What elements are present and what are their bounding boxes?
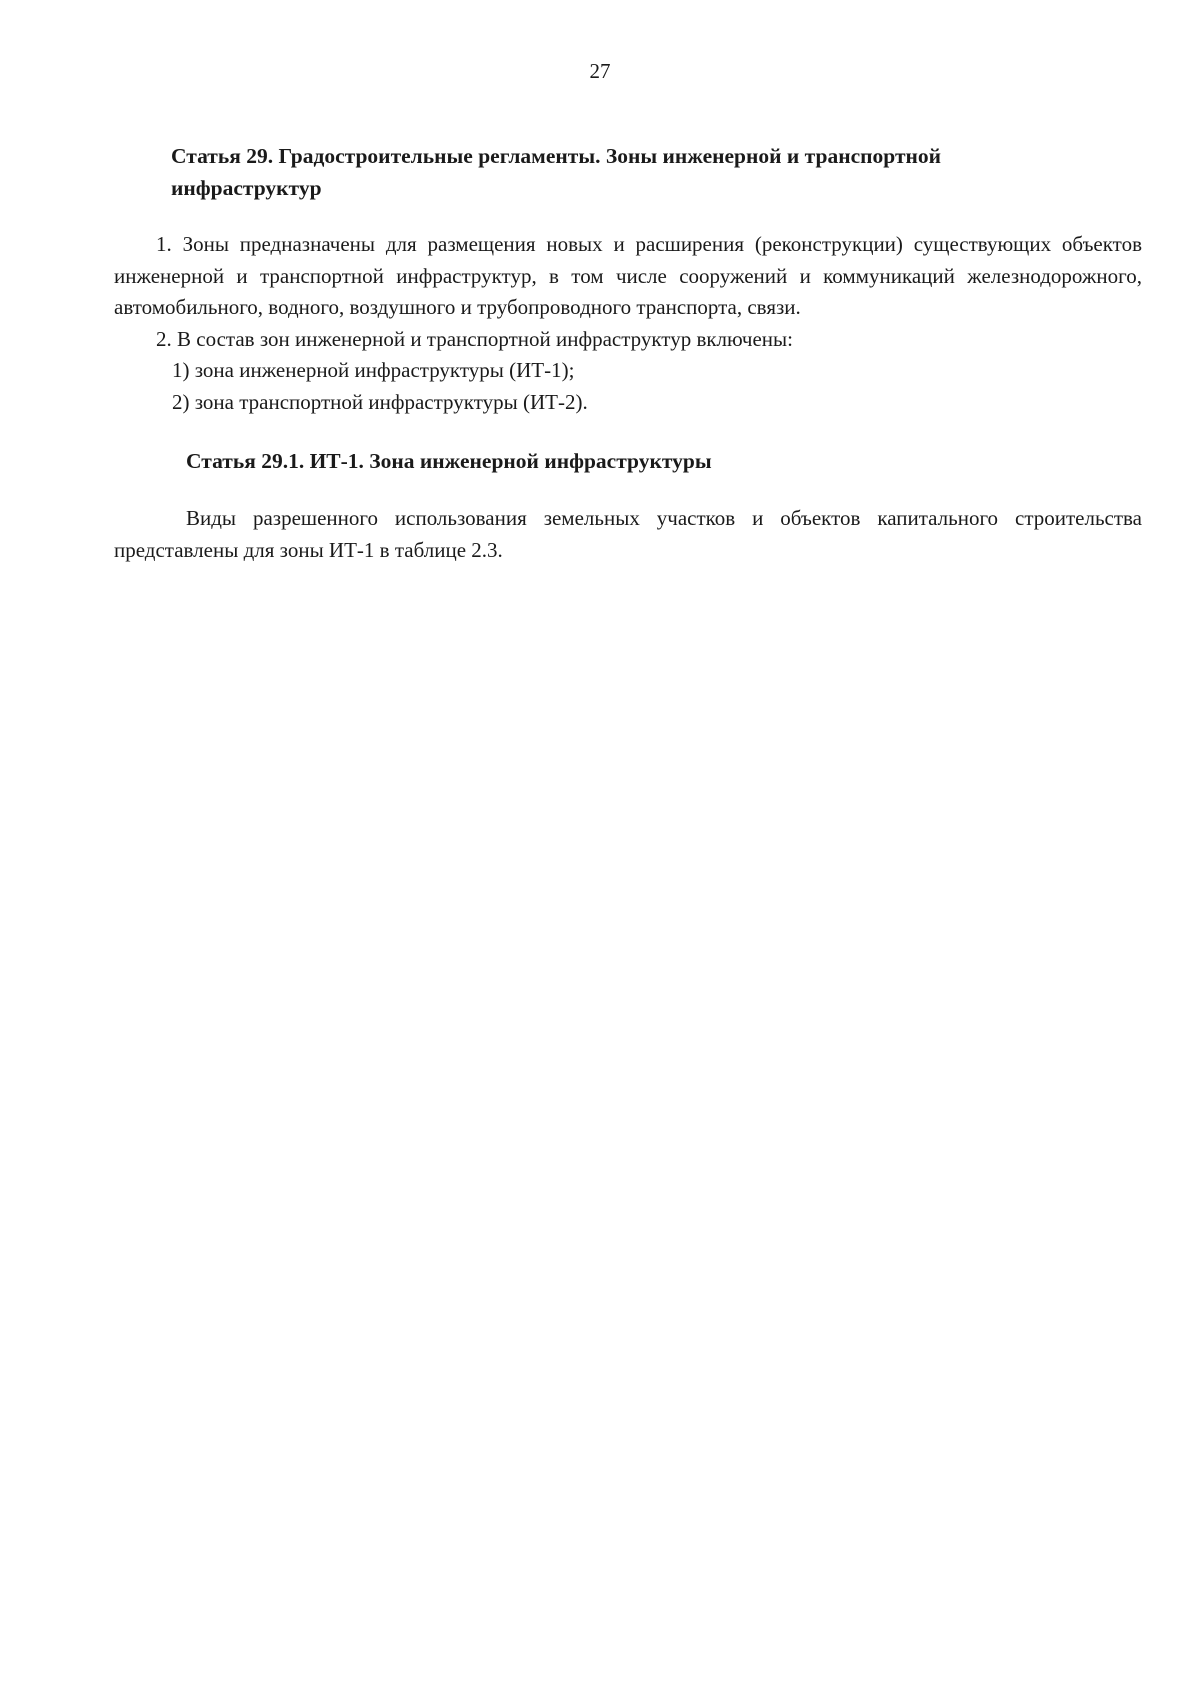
article-29-1-body [114, 503, 1142, 566]
article-29-1-title: Статья 29.1. ИТ-1. Зона инженерной инфраструктуры [186, 449, 712, 473]
list-item-it-1: 1) зона инженерной инфраструктуры (ИТ-1); [172, 358, 575, 382]
article-29-1-paragraph: Виды разрешенного использования земельных участков и объектов капитального строительства представлены для зоны ИТ-1 в таблице 2.3. [114, 506, 1142, 562]
article-29-body [114, 229, 1142, 418]
article-29-title: Статья 29. Градостроительные регламенты. Зоны инженерной и транспортной инфраструктур [171, 144, 942, 200]
page-number: 27 [589, 59, 611, 83]
article-29-paragraph-2: 2. В состав зон инженерной и транспортной инфраструктур включены: [156, 326, 793, 351]
article-29-paragraph-1: 1. Зоны предназначены для размещения новых и расширения (реконструкции) существующих объектов инженерной и транспортной инфраструктур, в том числе сооружений и коммуникаций железнодорожного, автомобильного, водного, воздушного и трубопроводного транспорта, связи. [114, 232, 1142, 319]
list-item-it-2: 2) зона транспортной инфраструктуры (ИТ-2). [172, 389, 588, 414]
